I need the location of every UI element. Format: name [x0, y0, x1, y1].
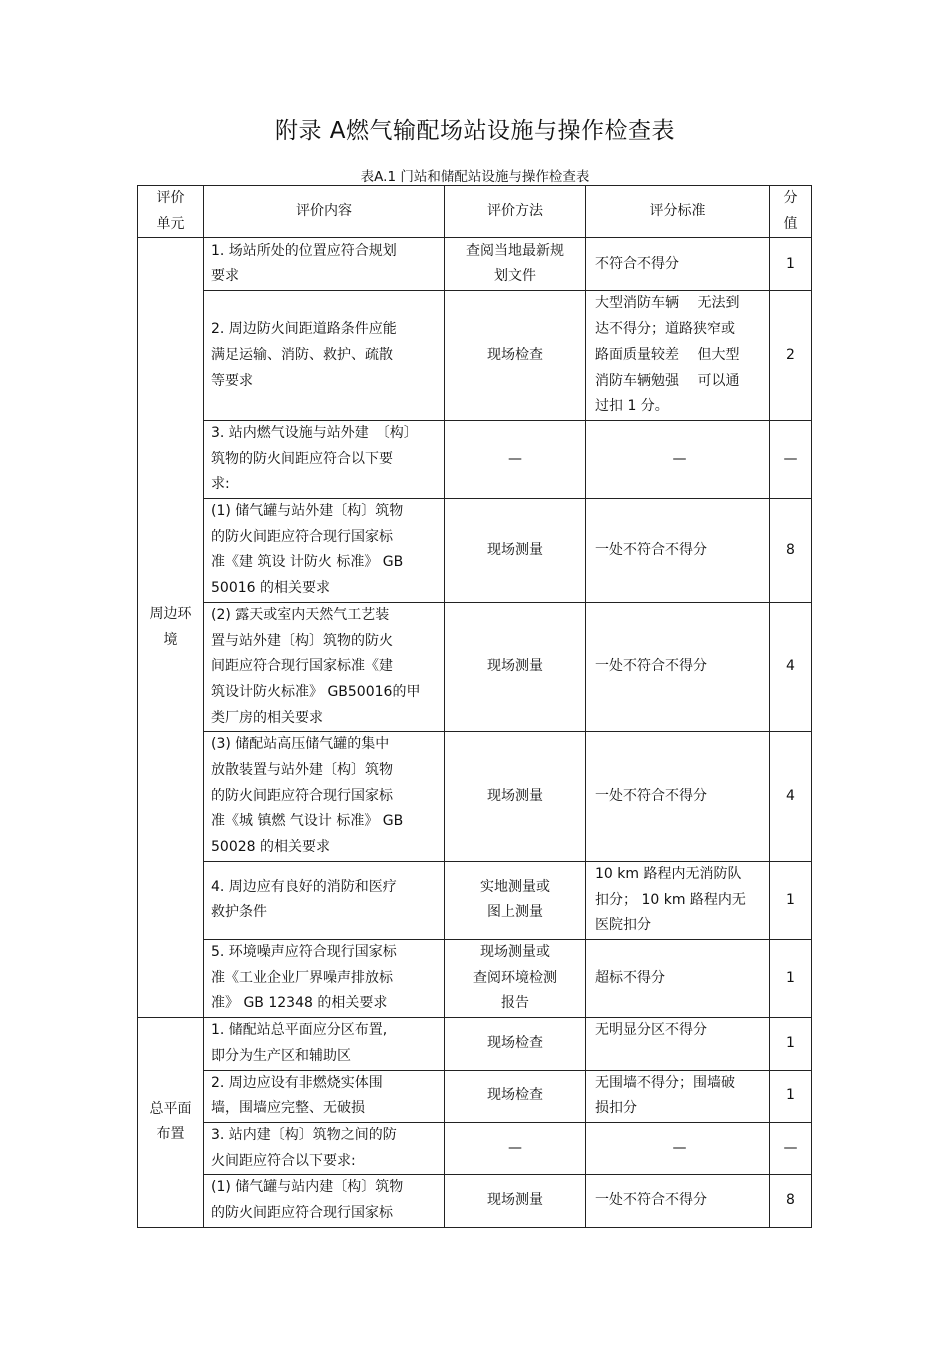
standard-cell: 一处不符合不得分 — [586, 1175, 770, 1227]
score-cell: 1 — [770, 939, 812, 1017]
content-cell: 4. 周边应有良好的消防和医疗 救护条件 — [204, 861, 445, 939]
score-cell: 8 — [770, 1175, 812, 1227]
content-cell: 2. 周边防火间距道路条件应能 满足运输、消防、救护、疏散 等要求 — [204, 291, 445, 421]
header-unit: 评价 单元 — [138, 186, 204, 238]
header-score: 分 值 — [770, 186, 812, 238]
score-cell: 1 — [770, 1018, 812, 1070]
score-cell: 4 — [770, 602, 812, 732]
score-cell: 8 — [770, 499, 812, 603]
header-content: 评价内容 — [204, 186, 445, 238]
method-cell: 现场检查 — [445, 1018, 586, 1070]
score-cell: — — [770, 1122, 812, 1174]
method-cell: 实地测量或 图上测量 — [445, 861, 586, 939]
table-row — [138, 291, 812, 421]
score-cell: — — [770, 420, 812, 498]
content-cell: (1) 储气罐与站内建〔构〕筑物 的防火间距应符合现行国家标 — [204, 1175, 445, 1227]
header-standard: 评分标准 — [586, 186, 770, 238]
method-cell: 现场测量 — [445, 602, 586, 732]
content-cell: (1) 储气罐与站外建〔构〕筑物 的防火间距应符合现行国家标 准《建 筑设 计防火 标准》 GB 50016 的相关要求 — [204, 499, 445, 603]
method-cell: — — [445, 1122, 586, 1174]
content-cell: 5. 环境噪声应符合现行国家标 准《工业企业厂界噪声排放标 准》 GB 12348 的相关要求 — [204, 939, 445, 1017]
table-row — [138, 939, 812, 1017]
score-cell: 1 — [770, 861, 812, 939]
inspection-table — [137, 185, 812, 1228]
standard-cell: 无明显分区不得分 — [586, 1018, 770, 1070]
standard-cell: 一处不符合不得分 — [586, 732, 770, 862]
score-cell: 1 — [770, 238, 812, 291]
method-cell: 查阅当地最新规 划文件 — [445, 238, 586, 291]
unit-cell: 周边环 境 — [138, 238, 204, 1018]
standard-cell: 一处不符合不得分 — [586, 499, 770, 603]
method-cell: 现场测量 — [445, 499, 586, 603]
table-row — [138, 1018, 812, 1070]
standard-cell: — — [586, 420, 770, 498]
score-cell: 2 — [770, 291, 812, 421]
content-cell: (2) 露天或室内天然气工艺装 置与站外建〔构〕筑物的防火 间距应符合现行国家标准《建 筑设计防火标准》 GB50016的甲 类厂房的相关要求 — [204, 602, 445, 732]
header-method: 评价方法 — [445, 186, 586, 238]
standard-cell: 大型消防车辆 无法到 达不得分；道路狭窄或 路面质量较差 但大型 消防车辆勉强 可以通 过扣 1 分。 — [586, 291, 770, 421]
standard-cell: 无围墙不得分；围墙破 损扣分 — [586, 1070, 770, 1122]
content-cell: 3. 站内建〔构〕筑物之间的防 火间距应符合以下要求: — [204, 1122, 445, 1174]
method-cell: — — [445, 420, 586, 498]
table-row — [138, 420, 812, 498]
table-row — [138, 499, 812, 603]
standard-cell: — — [586, 1122, 770, 1174]
method-cell: 现场测量 — [445, 1175, 586, 1227]
score-cell: 4 — [770, 732, 812, 862]
unit-cell: 总平面 布置 — [138, 1018, 204, 1228]
content-cell: 3. 站内燃气设施与站外建 〔构〕 筑物的防火间距应符合以下要 求: — [204, 420, 445, 498]
table-row — [138, 732, 812, 862]
table-row — [138, 861, 812, 939]
standard-cell: 超标不得分 — [586, 939, 770, 1017]
table-row — [138, 602, 812, 732]
method-cell: 现场测量 — [445, 732, 586, 862]
method-cell: 现场检查 — [445, 1070, 586, 1122]
table-caption: 表A.1 门站和储配站设施与操作检查表 — [360, 169, 590, 185]
content-cell: (3) 储配站高压储气罐的集中 放散装置与站外建〔构〕筑物 的防火间距应符合现行国家标 准《城 镇燃 气设计 标准》 GB 50028 的相关要求 — [204, 732, 445, 862]
table-row — [138, 238, 812, 291]
method-cell: 现场测量或 查阅环境检测 报告 — [445, 939, 586, 1017]
standard-cell: 一处不符合不得分 — [586, 602, 770, 732]
content-cell: 1. 场站所处的位置应符合规划 要求 — [204, 238, 445, 291]
table-row — [138, 1070, 812, 1122]
table-row — [138, 1175, 812, 1227]
content-cell: 2. 周边应设有非燃烧实体围 墙，围墙应完整、无破损 — [204, 1070, 445, 1122]
content-cell: 1. 储配站总平面应分区布置, 即分为生产区和辅助区 — [204, 1018, 445, 1070]
table-header-row — [138, 186, 812, 238]
method-cell: 现场检查 — [445, 291, 586, 421]
standard-cell: 10 km 路程内无消防队 扣分； 10 km 路程内无 医院扣分 — [586, 861, 770, 939]
score-cell: 1 — [770, 1070, 812, 1122]
table-row — [138, 1122, 812, 1174]
standard-cell: 不符合不得分 — [586, 238, 770, 291]
page-title: 附录 A燃气输配场站设施与操作检查表 — [274, 118, 676, 144]
